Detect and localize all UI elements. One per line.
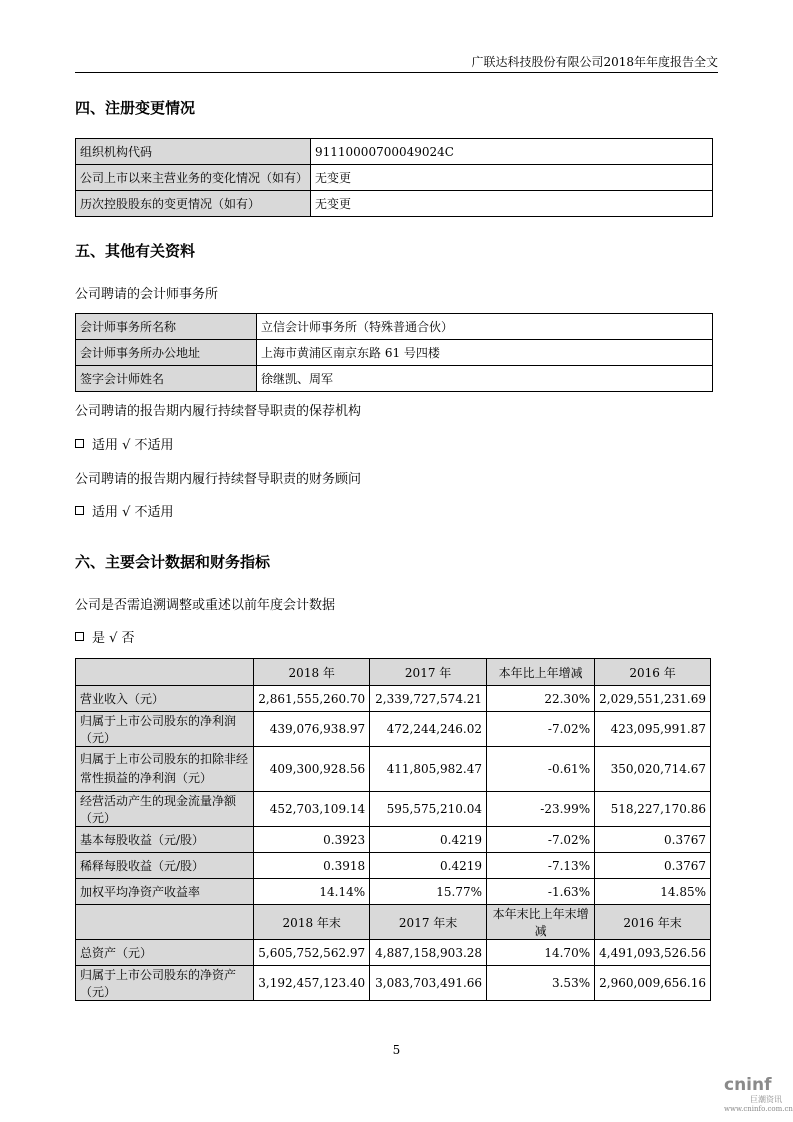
restate-question: 公司是否需追溯调整或重述以前年度会计数据	[75, 598, 336, 613]
table-cell: 2,861,555,260.70	[254, 686, 370, 712]
row-label: 公司上市以来主营业务的变化情况（如有）	[76, 165, 311, 191]
sponsor-choice-label: 适用 √ 不适用	[92, 438, 174, 453]
registration-table	[75, 138, 713, 217]
row-value: 上海市黄浦区南京东路 61 号四楼	[257, 340, 713, 366]
table-cell: 2017 年末	[370, 905, 487, 940]
table-cell: 0.4219	[370, 827, 487, 853]
table-cell: 本年比上年增减	[487, 659, 595, 686]
logo-url: www.cninfo.com.cn	[724, 1105, 793, 1113]
financial-table	[75, 658, 711, 1001]
row-label: 归属于上市公司股东的净利润（元）	[76, 712, 254, 747]
table-cell: -23.99%	[487, 792, 595, 827]
table-header-row	[76, 905, 711, 940]
table-header-row	[76, 659, 711, 686]
table-cell: 350,020,714.67	[595, 747, 711, 792]
table-row	[76, 340, 713, 366]
table-cell: 2017 年	[370, 659, 487, 686]
table-row	[76, 686, 711, 712]
table-cell: 2016 年末	[595, 905, 711, 940]
table-cell: -7.02%	[487, 827, 595, 853]
sponsor-text: 公司聘请的报告期内履行持续督导职责的保荐机构	[75, 404, 362, 419]
table-cell: 本年末比上年末增减	[487, 905, 595, 940]
section5-title: 五、其他有关资料	[75, 242, 196, 260]
table-row	[76, 712, 711, 747]
section6-title: 六、主要会计数据和财务指标	[75, 553, 271, 571]
table-cell: 2016 年	[595, 659, 711, 686]
table-cell: 4,491,093,526.56	[595, 940, 711, 966]
table-cell: 4,887,158,903.28	[370, 940, 487, 966]
row-label: 签字会计师姓名	[76, 366, 257, 392]
table-cell: 595,575,210.04	[370, 792, 487, 827]
section4-title: 四、注册变更情况	[75, 99, 196, 117]
row-label: 组织机构代码	[76, 139, 311, 165]
table-cell: -7.02%	[487, 712, 595, 747]
row-label: 会计师事务所名称	[76, 314, 257, 340]
checkbox-icon	[75, 439, 84, 448]
table-row	[76, 792, 711, 827]
table-cell: 423,095,991.87	[595, 712, 711, 747]
table-cell: 452,703,109.14	[254, 792, 370, 827]
page-header	[75, 52, 718, 73]
table-cell: 3,083,703,491.66	[370, 966, 487, 1001]
table-row	[76, 827, 711, 853]
table-cell: 14.85%	[595, 879, 711, 905]
row-label: 归属于上市公司股东的扣除非经常性损益的净利润（元）	[76, 747, 254, 792]
auditor-table	[75, 313, 713, 392]
header-title: 广联达科技股份有限公司2018年年度报告全文	[471, 55, 718, 69]
checkbox-icon	[75, 632, 84, 641]
table-cell: 22.30%	[487, 686, 595, 712]
auditor-intro: 公司聘请的会计师事务所	[75, 287, 219, 302]
table-cell: 2018 年	[254, 659, 370, 686]
table-cell: 0.3767	[595, 853, 711, 879]
table-cell: 2,029,551,231.69	[595, 686, 711, 712]
table-row	[76, 747, 711, 792]
table-cell: 15.77%	[370, 879, 487, 905]
row-label	[76, 905, 254, 940]
restate-answer	[75, 630, 135, 648]
row-value: 无变更	[311, 165, 713, 191]
row-label: 营业收入（元）	[76, 686, 254, 712]
table-row	[76, 314, 713, 340]
advisor-choice-label: 适用 √ 不适用	[92, 505, 174, 520]
table-row	[76, 165, 713, 191]
row-value: 徐继凯、周军	[257, 366, 713, 392]
row-value: 立信会计师事务所（特殊普通合伙）	[257, 314, 713, 340]
table-cell: 411,805,982.47	[370, 747, 487, 792]
table-cell: 14.14%	[254, 879, 370, 905]
table-cell: 0.3923	[254, 827, 370, 853]
row-label: 历次控股股东的变更情况（如有）	[76, 191, 311, 217]
table-cell: 439,076,938.97	[254, 712, 370, 747]
table-cell: 518,227,170.86	[595, 792, 711, 827]
table-cell: -7.13%	[487, 853, 595, 879]
table-cell: 472,244,246.02	[370, 712, 487, 747]
row-label: 经营活动产生的现金流量净额（元）	[76, 792, 254, 827]
table-row	[76, 853, 711, 879]
table-cell: 409,300,928.56	[254, 747, 370, 792]
row-label	[76, 659, 254, 686]
row-label: 会计师事务所办公地址	[76, 340, 257, 366]
checkbox-icon	[75, 506, 84, 515]
row-value: 91110000700049024C	[311, 139, 713, 165]
row-label: 稀释每股收益（元/股）	[76, 853, 254, 879]
table-cell: 2,960,009,656.16	[595, 966, 711, 1001]
row-label: 基本每股收益（元/股）	[76, 827, 254, 853]
cninfo-logo	[724, 1075, 793, 1114]
table-cell: -0.61%	[487, 747, 595, 792]
advisor-text: 公司聘请的报告期内履行持续督导职责的财务顾问	[75, 472, 362, 487]
table-cell: 0.3767	[595, 827, 711, 853]
page-number: 5	[392, 1043, 401, 1057]
table-cell: 3,192,457,123.40	[254, 966, 370, 1001]
table-row	[76, 879, 711, 905]
table-row	[76, 940, 711, 966]
table-row	[76, 366, 713, 392]
advisor-choice	[75, 504, 174, 522]
table-cell: 0.4219	[370, 853, 487, 879]
table-row	[76, 191, 713, 217]
row-label: 归属于上市公司股东的净资产（元）	[76, 966, 254, 1001]
table-cell: 3.53%	[487, 966, 595, 1001]
table-cell: 14.70%	[487, 940, 595, 966]
sponsor-choice	[75, 437, 174, 455]
logo-cn: 巨潮资讯	[750, 1095, 782, 1104]
table-cell: 2018 年末	[254, 905, 370, 940]
logo-wordmark: cninf	[724, 1075, 772, 1095]
table-cell: -1.63%	[487, 879, 595, 905]
restate-answer-label: 是 √ 否	[92, 631, 135, 646]
table-cell: 5,605,752,562.97	[254, 940, 370, 966]
table-cell: 0.3918	[254, 853, 370, 879]
row-label: 加权平均净资产收益率	[76, 879, 254, 905]
row-label: 总资产（元）	[76, 940, 254, 966]
table-row	[76, 966, 711, 1001]
table-row	[76, 139, 713, 165]
row-value: 无变更	[311, 191, 713, 217]
table-cell: 2,339,727,574.21	[370, 686, 487, 712]
